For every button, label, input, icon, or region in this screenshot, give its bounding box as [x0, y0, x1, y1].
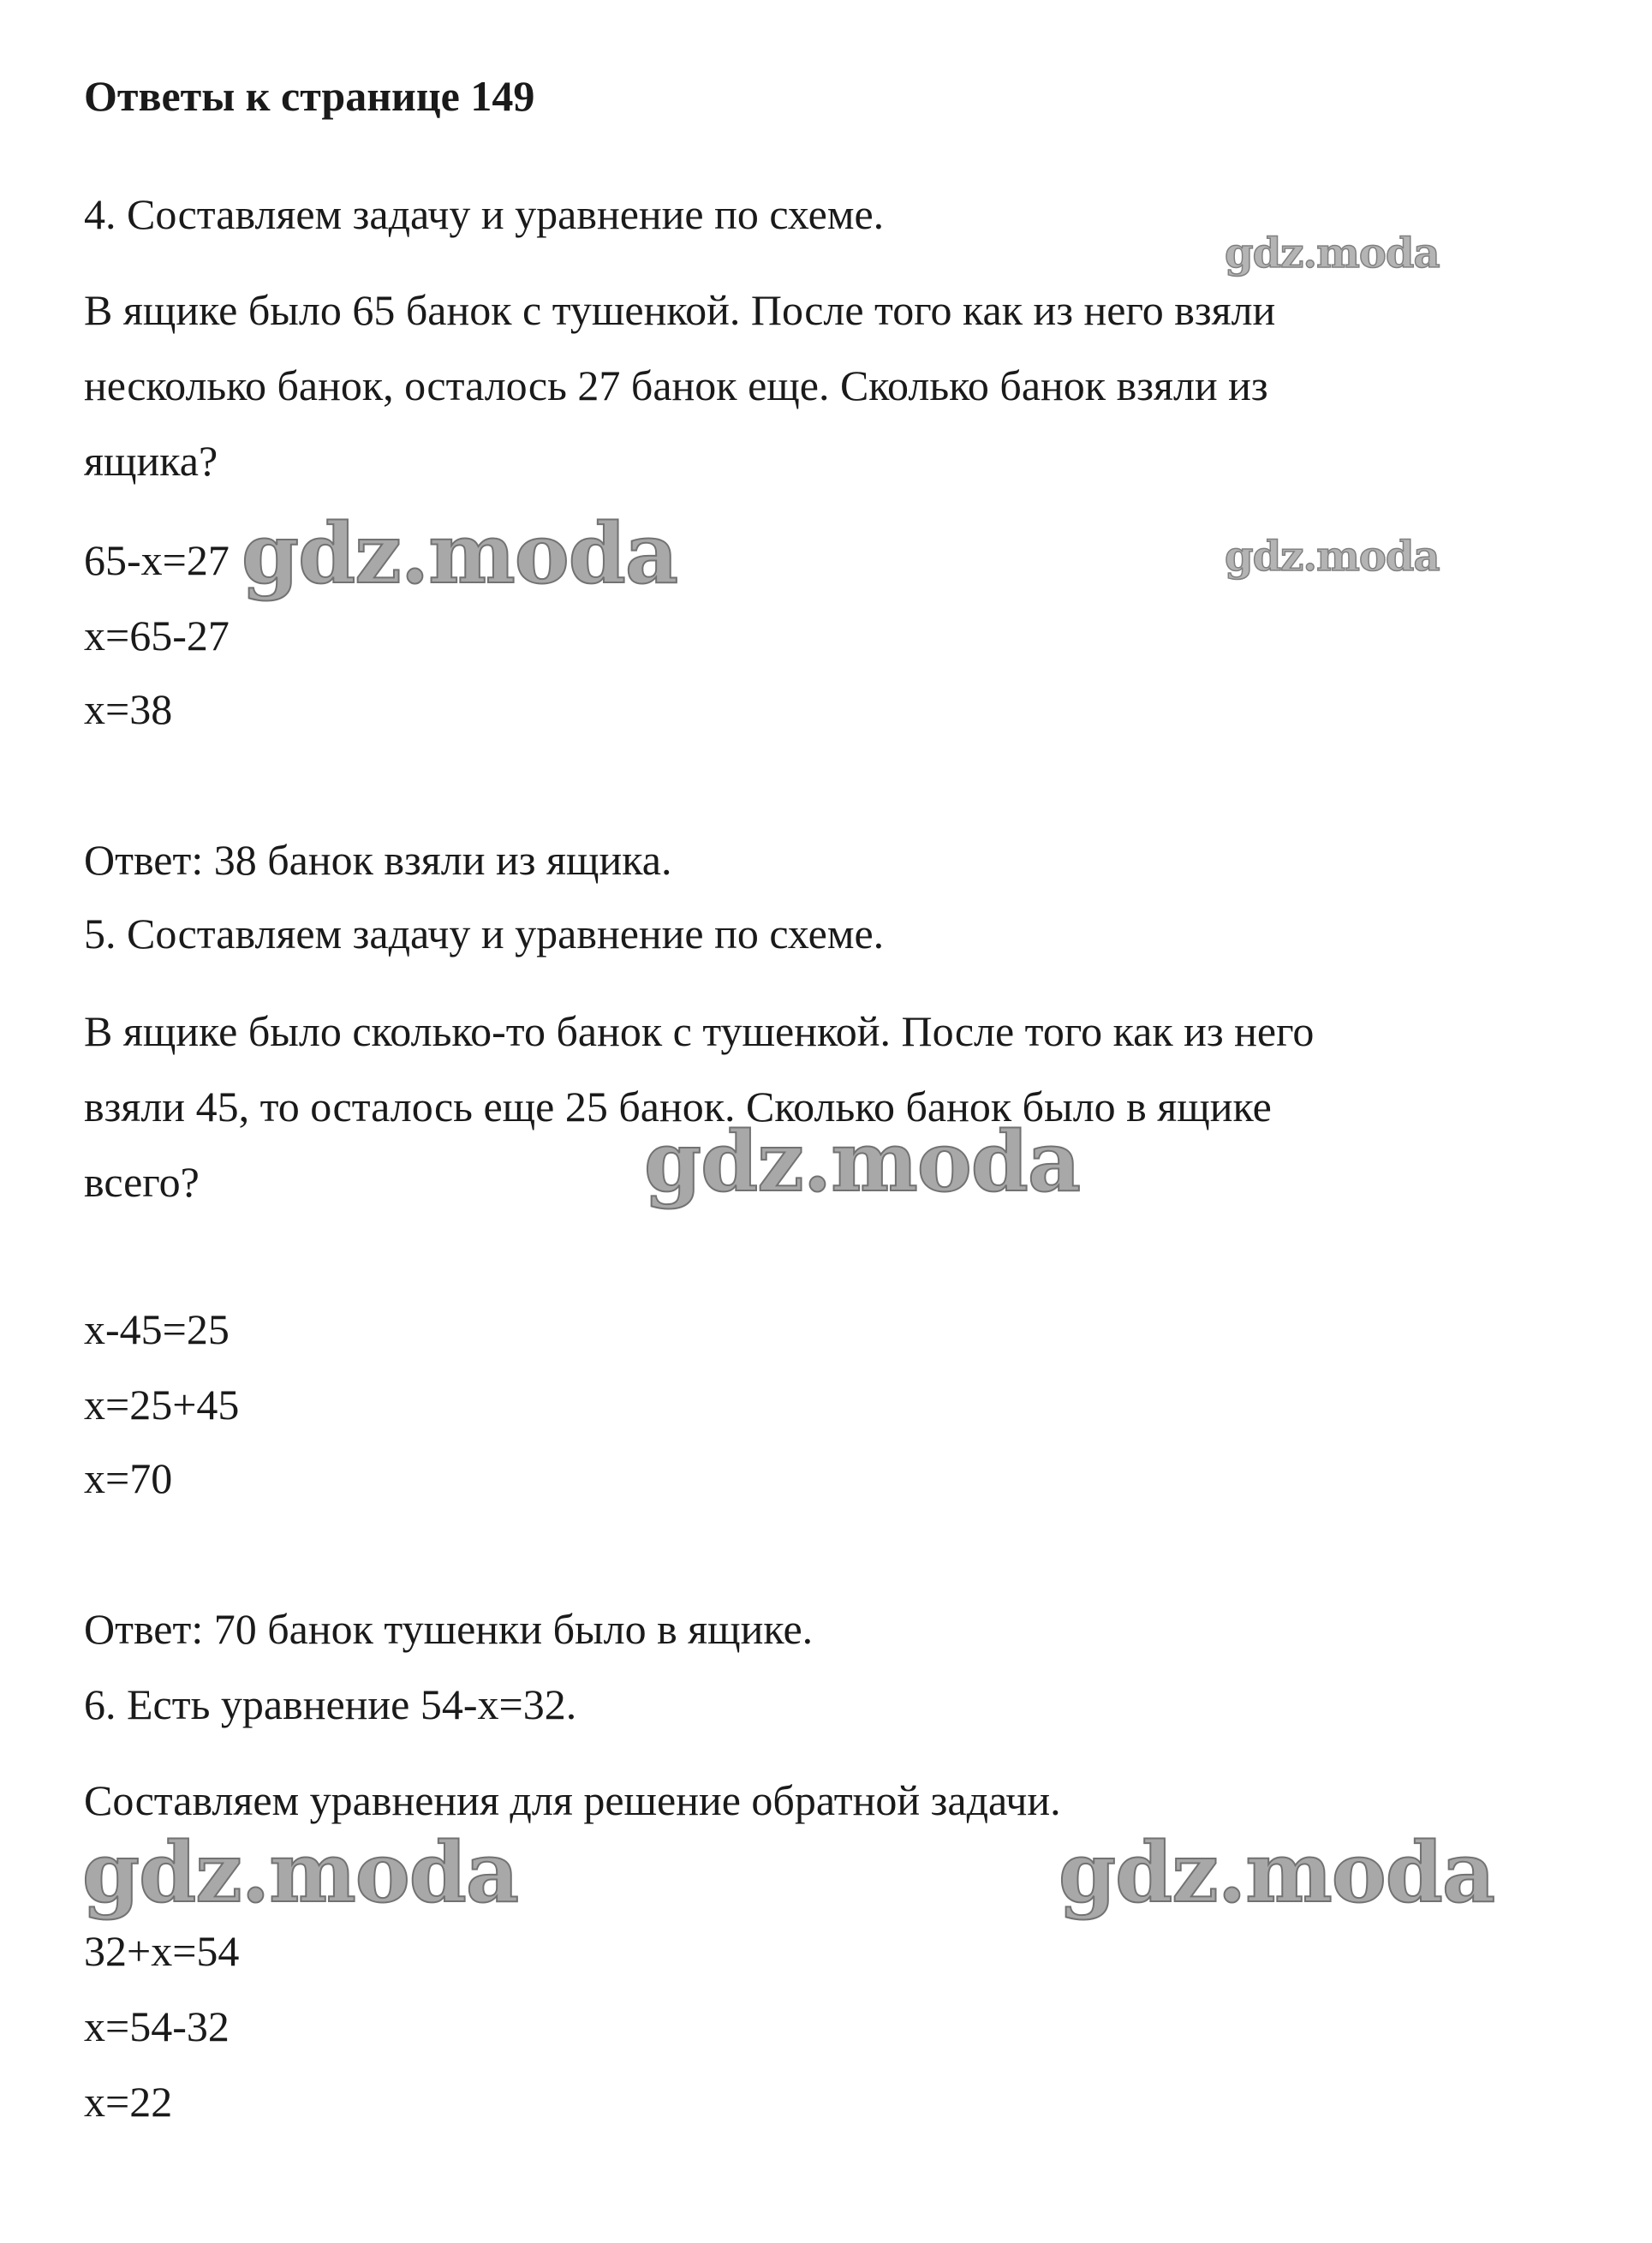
- watermark: gdz.moda: [1059, 1824, 1495, 1921]
- task6-equation2: х=54-32: [84, 2002, 230, 2050]
- task5-problem-line2: взяли 45, то осталось еще 25 банок. Сколько банок было в ящике: [84, 1083, 1272, 1130]
- task4-problem-line3: ящика?: [84, 437, 218, 485]
- task5-equation2: х=25+45: [84, 1381, 240, 1429]
- task6-text: Составляем уравнения для решение обратной задачи.: [84, 1776, 1061, 1824]
- watermark: gdz.moda: [242, 505, 678, 602]
- watermark: gdz.moda: [1225, 230, 1440, 277]
- task4-heading: 4. Составляем задачу и уравнение по схеме.: [84, 190, 885, 238]
- task4-answer: Ответ: 38 банок взяли из ящика.: [84, 836, 672, 884]
- task5-equation3: х=70: [84, 1454, 173, 1502]
- watermark: gdz.moda: [1225, 533, 1440, 581]
- task4-equation2: х=65-27: [84, 611, 230, 659]
- watermark: gdz.moda: [82, 1824, 519, 1921]
- task5-answer: Ответ: 70 банок тушенки было в ящике.: [84, 1605, 814, 1653]
- task5-problem-line1: В ящике было сколько-то банок с тушенкой. После того как из него: [84, 1007, 1315, 1055]
- task6-equation1: 32+х=54: [84, 1927, 240, 1975]
- task4-equation3: х=38: [84, 685, 173, 733]
- task6-heading: 6. Есть уравнение 54-х=32.: [84, 1680, 577, 1728]
- task6-equation3: х=22: [84, 2078, 173, 2126]
- task4-problem-line1: В ящике было 65 банок с тушенкой. После того как из него взяли: [84, 286, 1276, 334]
- task5-equation1: х-45=25: [84, 1305, 230, 1353]
- page-title: Ответы к странице 149: [84, 72, 535, 120]
- task5-heading: 5. Составляем задачу и уравнение по схеме.: [84, 910, 885, 957]
- task5-problem-line3: всего?: [84, 1158, 200, 1206]
- task4-problem-line2: несколько банок, осталось 27 банок еще. Сколько банок взяли из: [84, 361, 1268, 409]
- watermark: gdz.moda: [644, 1113, 1081, 1210]
- task4-equation1: 65-х=27: [84, 536, 230, 584]
